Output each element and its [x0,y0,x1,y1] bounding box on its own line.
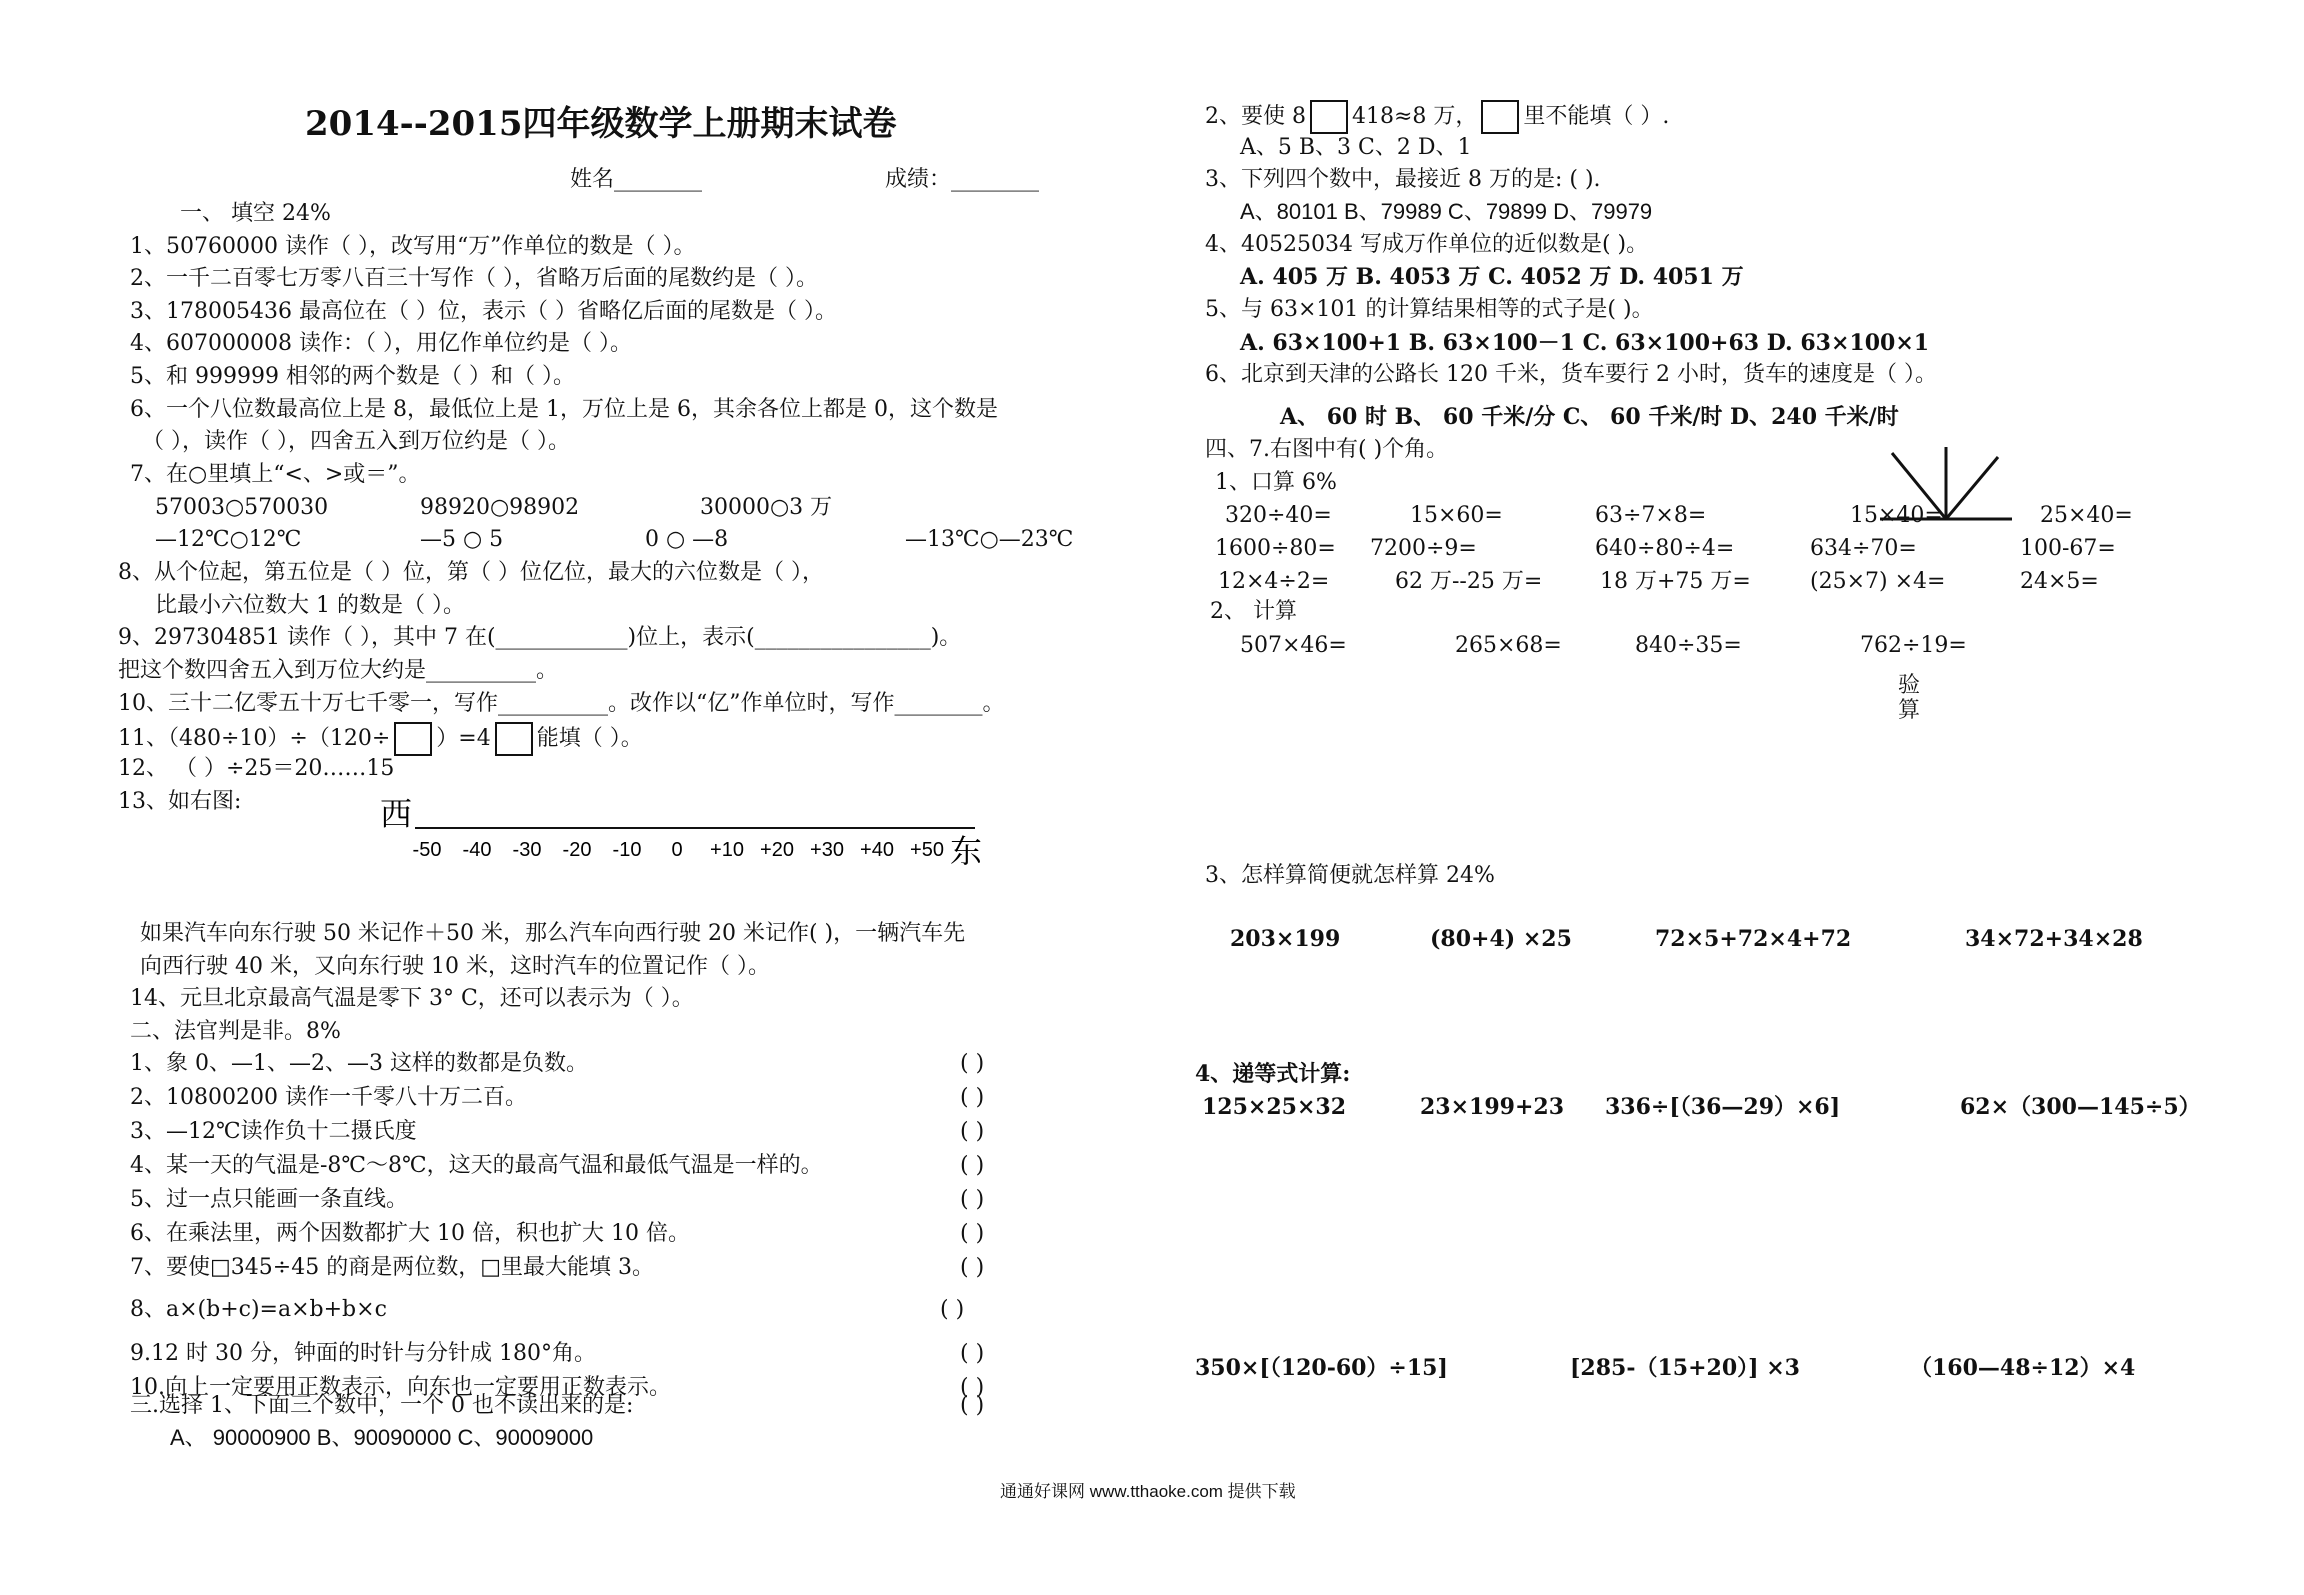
step-calc-item: （160—48÷12）×4 [1910,1355,2136,1381]
oral-calc-item: 15×40= [1850,503,1943,528]
true-false-item: 2、10800200 读作一千零八十万二百。 [130,1085,527,1110]
answer-paren: ( ) [960,1341,985,1366]
answer-paren: ( ) [960,1085,985,1110]
oral-calc-item: 15×60= [1410,503,1503,528]
compare-6: 0 ○ —8 [645,527,729,552]
section-4-heading: 四、7.右图中有( )个角。 [1205,437,1449,462]
oral-calc-item: 320÷40= [1225,503,1332,528]
right-question-6-options: A、 60 时 B、 60 千米/分 C、 60 千米/时 D、240 千米/时 [1280,404,1899,430]
compare-3: 30000○3 万 [700,495,833,520]
step-calc-item: 125×25×32 [1202,1094,1347,1120]
oral-calc-item: 12×4÷2= [1218,569,1330,594]
right-question-2-options: A、5 B、3 C、2 D、1 [1240,135,1472,160]
true-false-item: 9.12 时 30 分，钟面的时针与分针成 180°角。 [130,1341,596,1366]
section-1-heading: 一、 填空 24% [180,201,331,226]
choice-1-options: A、 90000900 B、90090000 C、90009000 [170,1425,594,1450]
right-question-5: 5、与 63×101 的计算结果相等的式子是( )。 [1205,297,1654,322]
question-5: 5、和 999999 相邻的两个数是（ ）和（ ）。 [130,364,575,389]
compare-1: 57003○570030 [155,495,329,520]
calc-item: 507×46= [1240,633,1347,658]
true-false-item: 6、在乘法里，两个因数都扩大 10 倍，积也扩大 10 倍。 [130,1221,690,1246]
compare-5: —5 ○ 5 [420,527,504,552]
calc-item: 840÷35= [1635,633,1742,658]
question-11 [118,722,643,756]
east-label: 东 [950,832,983,870]
question-4: 4、607000008 读作：（ ），用亿作单位约是（ ）。 [130,331,632,356]
tick-label: +50 [910,839,944,861]
tick-labels [413,839,944,861]
check-label-2: 算 [1898,698,1921,723]
simplify-item: (80+4) ×25 [1430,926,1572,952]
true-false-item: 4、某一天的气温是-8℃～8℃，这天的最高气温和最低气温是一样的。 [130,1153,823,1178]
score-field-label: 成绩：________ [885,167,1040,192]
check-label-1: 验 [1898,673,1921,698]
question-2: 2、一千二百零七万零八百三十写作（ ），省略万后面的尾数约是（ ）。 [130,266,818,291]
west-label: 西 [380,795,413,833]
oral-calc-item: (25×7) ×4= [1810,569,1946,594]
question-12: 12、 （ ）÷25＝20……15 [118,756,395,781]
answer-box [1481,100,1519,134]
oral-calc-item: 640÷80÷4= [1595,536,1735,561]
tick-label: +40 [860,839,894,861]
right-question-5-options: A. 63×100+1 B. 63×100－1 C. 63×100+63 D. 63×100×1 [1240,330,1930,356]
compare-2: 98920○98902 [420,495,580,520]
question-1: 1、50760000 读作（ ），改写用“万”作单位的数是（ ）。 [130,234,696,259]
question-6-line-2: （ ），读作（ ），四舍五入到万位约是（ ）。 [142,429,570,454]
compare-4: —12℃○12℃ [155,527,302,552]
oral-calc-item: 25×40= [2040,503,2133,528]
page-title: 2014--2015四年级数学上册期末试卷 [305,104,897,144]
tick-label: -40 [462,839,492,861]
step-calc-heading: 4、递等式计算: [1195,1061,1351,1087]
question-13: 13、如右图: [118,789,242,814]
oral-calc-item: 7200÷9= [1370,536,1477,561]
answer-box [1310,100,1348,134]
question-10: 10、三十二亿零五十万七千零一，写作__________。改作以“亿”作单位时，写作________。 [118,691,1005,716]
oral-calc-item: 634÷70= [1810,536,1917,561]
simplify-item: 72×5+72×4+72 [1655,926,1852,952]
answer-paren: ( ) [960,1187,985,1212]
question-3: 3、178005436 最高位在（ ）位，表示（ ）省略亿后面的尾数是（ ）。 [130,299,837,324]
right-question-2-part-2: 418≈8 万， [1352,104,1478,129]
tick-label: -10 [612,839,642,861]
question-7: 7、在○里填上“<、>或＝”。 [130,462,421,487]
question-11-part-3: 能填（ ）。 [536,726,643,751]
tick-label: +20 [760,839,794,861]
section-2-heading: 二、法官判是非。8% [130,1019,341,1044]
answer-paren: ( ) [960,1393,985,1418]
right-question-3: 3、下列四个数中，最接近 8 万的是: ( ). [1205,167,1601,192]
question-11-part-2: ）=4 [436,726,491,751]
simplify-heading: 3、怎样算简便就怎样算 24% [1205,863,1495,888]
right-question-4: 4、40525034 写成万作单位的近似数是( )。 [1205,232,1649,257]
simplify-item: 34×72+34×28 [1965,926,2143,952]
right-question-6: 6、北京到天津的公路长 120 千米，货车要行 2 小时，货车的速度是（ ）。 [1205,362,1937,387]
calc-item: 265×68= [1455,633,1562,658]
oral-calc-item: 100-67= [2020,536,2116,561]
answer-box [495,722,533,756]
question-13-line-2: 向西行驶 40 米，又向东行驶 10 米，这时汽车的位置记作（ ）。 [140,954,770,979]
true-false-item: 8、a×(b+c)=a×b+b×c [130,1297,387,1322]
answer-box [394,722,432,756]
answer-paren: ( ) [960,1051,985,1076]
true-false-item: 1、象 0、—1、—2、—3 这样的数都是负数。 [130,1051,588,1076]
tick-label: +30 [810,839,844,861]
true-false-item: 10.向上一定要用正数表示，向东也一定要用正数表示。 [130,1375,671,1400]
calc-item: 762÷19= [1860,633,1967,658]
simplify-item: 203×199 [1230,926,1341,952]
right-question-2 [1205,100,1669,134]
tick-label: 0 [671,839,683,861]
question-14: 14、元旦北京最高气温是零下 3° C，还可以表示为（ ）。 [130,986,694,1011]
answer-paren: ( ) [960,1119,985,1144]
answer-paren: ( ) [960,1153,985,1178]
true-false-item: 5、过一点只能画一条直线。 [130,1187,408,1212]
footer-text: 通通好课网 www.tthaoke.com 提供下载 [1000,1482,1296,1501]
oral-calc-item: 62 万--25 万= [1395,569,1543,594]
right-question-2-part-3: 里不能填（ ）. [1523,104,1670,129]
answer-paren: ( ) [960,1375,985,1400]
step-calc-item: 23×199+23 [1420,1094,1565,1120]
name-field-label: 姓名________ [570,167,703,192]
tick-label: -50 [412,839,442,861]
question-8-line-1: 8、从个位起，第五位是（ ）位，第（ ）位亿位，最大的六位数是（ ）， [118,560,824,585]
question-9-line-1: 9、297304851 读作（ ），其中 7 在(____________)位上，表示(________________)。 [118,625,962,650]
tick-label: -30 [512,839,542,861]
question-11-part-1: 11、（480÷10）÷（120÷ [118,726,391,751]
right-question-2-part-1: 2、要使 8 [1205,104,1306,129]
oral-calc-item: 24×5= [2020,569,2099,594]
question-8-line-2: 比最小六位数大 1 的数是（ ）。 [155,593,465,618]
compare-7: —13℃○—23℃ [905,527,1074,552]
question-9-line-2: 把这个数四舍五入到万位大约是__________。 [118,658,559,683]
step-calc-item: 336÷[（36—29）×6] [1605,1094,1841,1120]
answer-paren: ( ) [960,1255,985,1280]
section-3-heading: 三.选择 1、下面三个数中，一个 0 也不读出来的是: [130,1393,634,1418]
step-calc-item: 62×（300—145÷5） [1960,1094,2201,1120]
tick-label: -20 [562,839,592,861]
oral-calc-item: 18 万+75 万= [1600,569,1751,594]
number-line [375,790,995,880]
calc-heading: 2、 计算 [1210,599,1297,624]
oral-calc-item: 63÷7×8= [1595,503,1707,528]
answer-paren: ( ) [960,1221,985,1246]
step-calc-item: 350×[（120-60）÷15] [1195,1355,1448,1381]
true-false-item: 7、要使□345÷45 的商是两位数，□里最大能填 3。 [130,1255,654,1280]
angle-ray-3 [1946,457,1998,519]
tick-label: +10 [710,839,744,861]
oral-calc-heading: 1、口算 6% [1215,470,1337,495]
right-question-3-options: A、80101 B、79989 C、79899 D、79979 [1240,199,1653,224]
oral-calc-item: 1600÷80= [1215,536,1336,561]
step-calc-item: [285-（15+20）] ×3 [1570,1355,1800,1381]
right-question-4-options: A. 405 万 B. 4053 万 C. 4052 万 D. 4051 万 [1240,264,1744,290]
question-13-line-1: 如果汽车向东行驶 50 米记作＋50 米，那么汽车向西行驶 20 米记作( )，一辆汽车先 [140,921,966,946]
question-6-line-1: 6、一个八位数最高位上是 8，最低位上是 1，万位上是 6，其余各位上都是 0，这个数是 [130,397,998,422]
true-false-item: 3、—12℃读作负十二摄氏度 [130,1119,417,1144]
answer-paren: ( ) [940,1297,965,1322]
